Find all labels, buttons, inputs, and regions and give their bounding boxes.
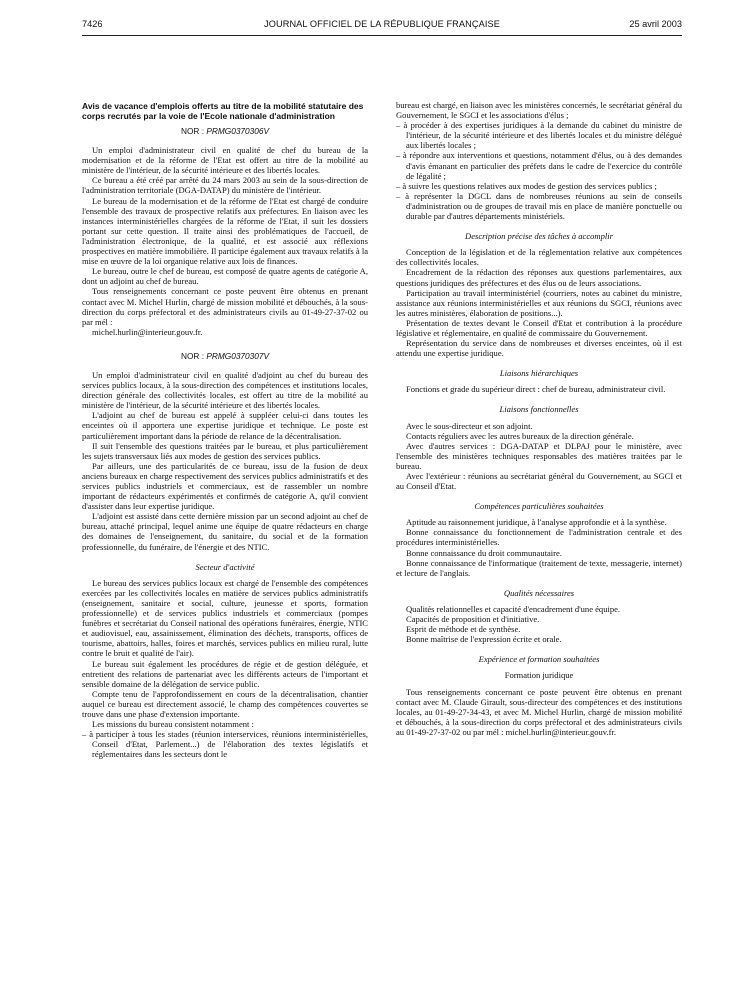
paragraph: Par ailleurs, une des particularités de ce bureau, issu de la fusion de deux anciens bureaux en charge respectivement des services publics administratifs et des services publics industriels et commerciaux, est de rassembler un nombre important de rédacteurs expérimentés et confirmés de catégorie A, qu'il convient d'assister dans leur expertise juridique.: [82, 460, 368, 512]
paragraph: Présentation de textes devant le Conseil d'Etat et contribution à la procédure législative et réglementaire, en qualité de commissaire du Gouvernement.: [396, 317, 682, 338]
paragraph: Bonne connaissance du fonctionnement de l'administration centrale et des procédures interministérielles.: [396, 527, 682, 548]
section-heading: Qualités nécessaires: [503, 587, 575, 598]
section-heading: Compétences particulières souhaitées: [474, 501, 604, 512]
paragraph: Qualités relationnelles et capacité d'encadrement d'une équipe.: [406, 603, 621, 614]
list-item: – à répondre aux interventions et questions, notamment d'élus, ou à des demandes d'avis émanant en particulier des préfets dans le cadre de l'exercice du contrôle de légalité ;: [396, 150, 682, 181]
paragraph: Conception de la législation et de la réglementation relative aux compétences des collectivités locales.: [396, 247, 682, 268]
paragraph: Avec d'autres services : DGA-DATAP et DLPAJ pour le ministère, avec l'ensemble des ministères techniques responsables des matières traitées par le bureau.: [396, 440, 682, 471]
section-heading: Secteur d'activité: [195, 561, 255, 572]
paragraph: Un emploi d'administrateur civil en qualité d'adjoint au chef du bureau des services publics locaux, à la sous-direction des compétences et institutions locales, direction générale des collectivités locales, est offert au titre de la mobilité au ministère de l'intérieur, de la sécurité intérieure et des libertés locales.: [82, 369, 368, 411]
spacer: [82, 337, 368, 346]
header-rule: [82, 35, 682, 36]
paragraph: Avec l'extérieur : réunions au secrétariat général du Gouvernement, au SGCI et au Conseil d'Etat.: [396, 471, 682, 492]
list-item: – à suivre les questions relatives aux modes de gestion des services publics ;: [396, 180, 657, 191]
nor-reference-2: [82, 351, 368, 361]
list-item: – à participer à tous les stades (réunion interservices, réunions interministérielles, Conseil d'Etat, Parlement...) de l'élaboration des textes législatifs et réglementaires dans les secteurs dont le: [82, 729, 368, 760]
paragraph: Le bureau suit également les procédures de régie et de gestion déléguée, et entretient des relations de partenariat avec les différents acteurs de l'important et sensible domaine de la délégation de service public.: [82, 658, 368, 689]
paragraph: Esprit de méthode et de synthèse.: [406, 624, 521, 635]
list-item-continuation: bureau est chargé, en liaison avec les ministères concernés, le secrétariat général du Gouvernement, le SGCI et les associations d'élus ;: [396, 100, 682, 121]
paragraph: Avec le sous-directeur et son adjoint.: [406, 420, 533, 431]
paragraph: Les missions du bureau consistent notamment :: [92, 719, 254, 730]
nor-label: NOR :: [180, 350, 207, 361]
page-header: [82, 19, 682, 33]
paragraph: L'adjoint au chef de bureau est appelé à suppléer celui-ci dans toutes les enceintes où il apportera une expertise juridique et technique. Le poste est particulièrement important dans la période de relance de la décentralisation.: [82, 410, 368, 441]
paragraph: Le bureau, outre le chef de bureau, est composé de quatre agents de catégorie A, dont un adjoint au chef de bureau.: [82, 266, 368, 287]
paragraph: Il suit l'ensemble des questions traitées par le bureau, et plus particulièrement les sujets transversaux liés aux modes de gestion des services publics.: [82, 440, 368, 461]
paragraph: Le bureau de la modernisation et de la réforme de l'Etat est chargé de conduire l'ensemble des travaux de prospective relatifs aux préfectures. En liaison avec les instances interministérielles chargées de la réforme de l'Etat, il suit les dossiers portant sur cette question. Il traite ainsi des problématiques de l'accueil, de l'administration électronique, de la qualité, et est associé aux réflexions prospectives en matière immobilière. Il participe également aux travaux relatifs à la mise en œuvre de la loi organique relative aux lois de finances.: [82, 195, 368, 267]
nor-reference-1: [82, 126, 368, 136]
nor-code: PRMG0370307V: [206, 350, 270, 361]
paragraph: L'adjoint est assisté dans cette dernière mission par un second adjoint au chef de bureau, attaché principal, lequel anime une équipe de quatre rédacteurs en charge des domaines de l'enseignement, du sanitaire, du social et de la formation professionnelle, du funéraire, de l'énergie et des NTIC.: [82, 511, 368, 552]
left-column: [82, 101, 368, 759]
issue-date: 25 avril 2003: [629, 19, 682, 29]
paragraph: Participation au travail interministériel (courriers, notes au cabinet du ministre, assistance aux réunions interministérielles et aux réunions du SGCI, réunions avec les autres ministères, élaboration de positions...).: [396, 287, 682, 318]
section-heading: Expérience et formation souhaitées: [478, 654, 600, 665]
notice-title: Avis de vacance d'emplois offerts au titre de la mobilité statutaire des corps recrutés par la voie de l'Ecole nationale d'administration: [82, 101, 364, 121]
contact-email: michel.hurlin@interieur.gouv.fr.: [92, 326, 203, 337]
nor-code: PRMG0370306V: [206, 126, 270, 136]
section-heading: Description précise des tâches à accomplir: [465, 231, 613, 242]
paragraph: Compte tenu de l'approfondissement en cours de la décentralisation, chantier auquel ce bureau est directement associé, le champ des compétences couvertes se trouve dans une phase d'extension importante.: [82, 688, 368, 719]
paragraph: Capacités de proposition et d'initiative.: [406, 614, 540, 625]
paragraph: Ce bureau a été créé par arrêté du 24 mars 2003 au sein de la sous-direction de l'administration territoriale (DGA-DATAP) du ministère de l'intérieur.: [82, 175, 368, 196]
paragraph: Le bureau des services publics locaux est chargé de l'ensemble des compétences exercées par les collectivités locales en matière de services publics administratifs (enseignement, sanitaire et social, culture, jeunesse et sports, formation professionnelle) et de services publics industriels et commerciaux (pompes funèbres et secrétariat du Conseil national des opérations funéraires, énergie, NTIC et audiovisuel, eau, assainissement, élimination des déchets, transports, offices de tourisme, abattoirs, halles, foires et marchés, services publics en milieu rural, lutte contre le bruit et qualité de l'air).: [82, 577, 368, 659]
paragraph: Bonne maîtrise de l'expression écrite et orale.: [406, 634, 562, 645]
paragraph: Tous renseignements concernant ce poste peuvent être obtenus en prenant contact avec M. Michel Hurlin, chargé de mission mobilité et débouchés, à la sous-direction du corps préfectoral et des administrateurs civils au 01-49-27-37-02 ou par mél :: [82, 286, 368, 327]
list-item: – à procéder à des expertises juridiques à la demande du cabinet du ministre de l'intérieur, de la sécurité intérieure et des libertés locales et du ministre délégué aux libertés locales ;: [396, 120, 682, 151]
training-requirement: Formation juridique: [504, 670, 574, 681]
journal-title: JOURNAL OFFICIEL DE LA RÉPUBLIQUE FRANÇAISE: [264, 19, 500, 29]
paragraph: Contacts réguliers avec les autres bureaux de la direction générale.: [406, 430, 634, 441]
nor-label: NOR :: [180, 126, 207, 136]
paragraph: Représentation du service dans de nombreuses et diverses enceintes, où il est attendu une expertise juridique.: [396, 338, 682, 359]
paragraph: Bonne connaissance de l'informatique (traitement de texte, messagerie, internet) et lecture de l'anglais.: [396, 557, 682, 578]
right-column: [396, 100, 682, 737]
section-heading: Liaisons hiérarchiques: [499, 368, 579, 379]
paragraph: Fonctions et grade du supérieur direct : chef de bureau, administrateur civil.: [406, 384, 666, 395]
list-item: – à représenter la DGCL dans de nombreuses réunions au sein de conseils d'administration ou de groupes de travail mis en place de manière ponctuelle ou durable par d'autres départements ministériels.: [396, 190, 682, 222]
paragraph: Un emploi d'administrateur civil en qualité de chef du bureau de la modernisation et de la réforme de l'Etat est offert au titre de la mobilité au ministère de l'intérieur, de la sécurité intérieure et des libertés locales.: [82, 145, 368, 176]
section-heading: Liaisons fonctionnelles: [499, 404, 579, 415]
paragraph: Aptitude au raisonnement juridique, à l'analyse approfondie et à la synthèse.: [406, 517, 667, 528]
paragraph: Encadrement de la rédaction des réponses aux questions parlementaires, aux questions juridiques des préfectures et des élus ou de leurs associations.: [396, 267, 682, 288]
page-number: 7426: [82, 19, 103, 29]
paragraph: Tous renseignements concernant ce poste peuvent être obtenus en prenant contact avec M. Claude Girault, sous-directeur des compétences et des institutions locales, au 01-49-27-34-43, et avec M. Michel Hurlin, chargé de mission mobilité et débouchés, à la sous-direction du corps préfectoral et des administrateurs civils au 01-49-27-37-02 ou par mél : michel.hurlin@interieur.gouv.fr.: [396, 686, 682, 737]
paragraph: Bonne connaissance du droit communautaire.: [406, 547, 562, 558]
